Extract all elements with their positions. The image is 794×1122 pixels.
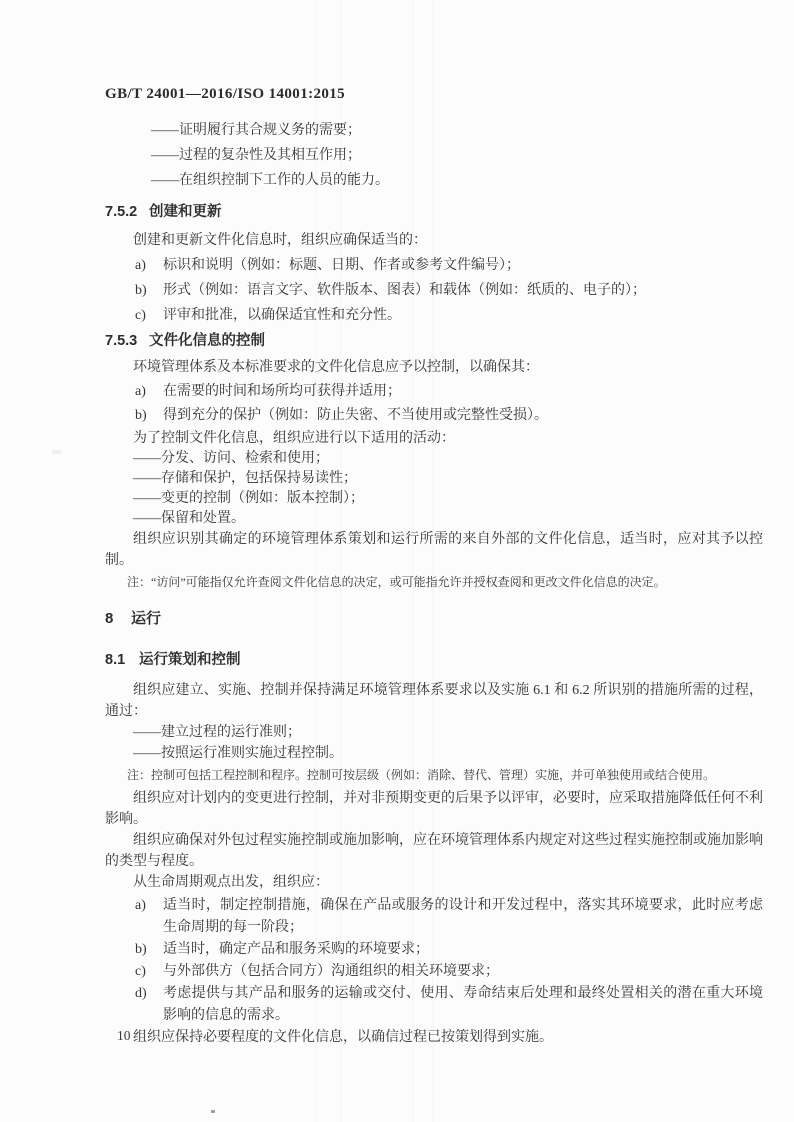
clause-heading-8-1 bbox=[105, 650, 763, 670]
item-text: 适当时，确定产品和服务采购的环境要求； bbox=[163, 942, 429, 957]
clause-heading-7-5-3 bbox=[105, 331, 763, 351]
dash-list bbox=[133, 722, 763, 764]
paragraph: 创建和更新文件化信息时，组织应确保适当的： bbox=[133, 233, 427, 248]
letter-list bbox=[105, 895, 763, 1027]
item-text: 适当时，制定控制措施，确保在产品或服务的设计和开发过程中，落实其环境要求，此时应考虑生命周期的每一阶段； bbox=[163, 898, 763, 935]
clause-number: 8 bbox=[105, 610, 114, 627]
letter-item bbox=[105, 278, 763, 303]
dash-item: ——变更的控制（例如：版本控制）； bbox=[133, 491, 364, 506]
item-letter: a) bbox=[135, 258, 146, 273]
scan-smudge bbox=[52, 450, 61, 454]
item-text: 形式（例如：语言文字、软件版本、图表）和载体（例如：纸质的、电子的）； bbox=[163, 283, 646, 298]
paragraph: 组织应保持必要程度的文件化信息，以确信过程已按策划得到实施。 bbox=[133, 1030, 553, 1045]
clause-number: 7.5.2 bbox=[105, 204, 138, 220]
letter-item bbox=[105, 939, 763, 961]
item-letter: b) bbox=[135, 408, 147, 423]
dash-item: ——分发、访问、检索和使用； bbox=[133, 451, 329, 466]
item-letter: b) bbox=[135, 942, 147, 957]
dash-item: ——按照运行准则实施过程控制。 bbox=[133, 746, 343, 761]
paragraph: 组织应识别其确定的环境管理体系策划和运行所需的来自外部的文件化信息，适当时，应对其予以控制。 bbox=[105, 532, 763, 568]
dash-item: ——在组织控制下工作的人员的能力。 bbox=[151, 173, 389, 188]
letter-list bbox=[105, 380, 763, 428]
item-letter: c) bbox=[135, 308, 146, 323]
item-letter: a) bbox=[135, 898, 146, 913]
paragraph: 组织应建立、实施、控制并保持满足环境管理体系要求以及实施 6.1 和 6.2 所识别的措施所需的过程，通过： bbox=[105, 683, 763, 719]
letter-item bbox=[105, 303, 763, 328]
page-number: 10 bbox=[117, 1028, 131, 1043]
clause-title: 运行策划和控制 bbox=[139, 652, 241, 668]
paragraph: 组织应对计划内的变更进行控制，并对非预期变更的后果予以评审，必要时，应采取措施降低任何不利影响。 bbox=[105, 791, 763, 827]
running-header: GB/T 24001—2016/ISO 14001:2015 bbox=[105, 86, 346, 102]
carryover-dash-list bbox=[151, 118, 763, 193]
letter-list bbox=[105, 253, 763, 328]
letter-item bbox=[105, 404, 763, 428]
dash-item: ——存储和保护，包括保持易读性； bbox=[133, 471, 357, 486]
item-letter: b) bbox=[135, 283, 147, 298]
item-letter: c) bbox=[135, 964, 146, 979]
clause-heading-7-5-2 bbox=[105, 202, 763, 222]
clause-title: 创建和更新 bbox=[149, 204, 222, 220]
item-text: 考虑提供与其产品和服务的运输或交付、使用、寿命结束后处理和最终处置相关的潜在重大环境影响的信息的需求。 bbox=[163, 986, 763, 1023]
dash-item: ——过程的复杂性及其相互作用； bbox=[151, 148, 361, 163]
paragraph: 组织应确保对外包过程实施控制或施加影响，应在环境管理体系内规定对这些过程实施控制或施加影响的类型与程度。 bbox=[105, 833, 763, 869]
clause-title: 文件化信息的控制 bbox=[149, 333, 265, 349]
chapter-heading-8 bbox=[105, 608, 763, 630]
paragraph: 为了控制文件化信息，组织应进行以下适用的活动： bbox=[133, 431, 455, 446]
item-text: 在需要的时间和场所均可获得并适用； bbox=[163, 384, 401, 399]
note: 注：“访问”可能指仅允许查阅文件化信息的决定，或可能指允许并授权查阅和更改文件化信息的决定。 bbox=[127, 575, 666, 589]
letter-item bbox=[105, 983, 763, 1027]
letter-item bbox=[105, 380, 763, 404]
note: 注：控制可包括工程控制和程序。控制可按层级（例如：消除、替代、管理）实施，并可单独使用或结合使用。 bbox=[127, 768, 716, 782]
clause-number: 7.5.3 bbox=[105, 333, 138, 349]
clause-number: 8.1 bbox=[105, 652, 126, 668]
item-letter: a) bbox=[135, 384, 146, 399]
dash-item: ——证明履行其合规义务的需要； bbox=[151, 123, 361, 138]
scan-speck bbox=[211, 1110, 215, 1113]
letter-item bbox=[105, 895, 763, 939]
dash-list bbox=[133, 449, 763, 529]
paragraph: 环境管理体系及本标准要求的文件化信息应予以控制，以确保其： bbox=[133, 360, 539, 375]
page-content bbox=[105, 86, 763, 1048]
dash-item: ——保留和处置。 bbox=[133, 511, 245, 526]
letter-item bbox=[105, 961, 763, 983]
dash-item: ——建立过程的运行准则； bbox=[133, 725, 301, 740]
paragraph: 从生命周期观点出发，组织应： bbox=[133, 875, 329, 890]
item-text: 与外部供方（包括合同方）沟通组织的相关环境要求； bbox=[163, 964, 499, 979]
item-text: 得到充分的保护（例如：防止失密、不当使用或完整性受损）。 bbox=[163, 408, 548, 423]
item-letter: d) bbox=[135, 986, 147, 1001]
item-text: 标识和说明（例如：标题、日期、作者或参考文件编号）； bbox=[163, 258, 520, 273]
letter-item bbox=[105, 253, 763, 278]
clause-title: 运行 bbox=[131, 610, 162, 627]
item-text: 评审和批准，以确保适宜性和充分性。 bbox=[163, 308, 401, 323]
